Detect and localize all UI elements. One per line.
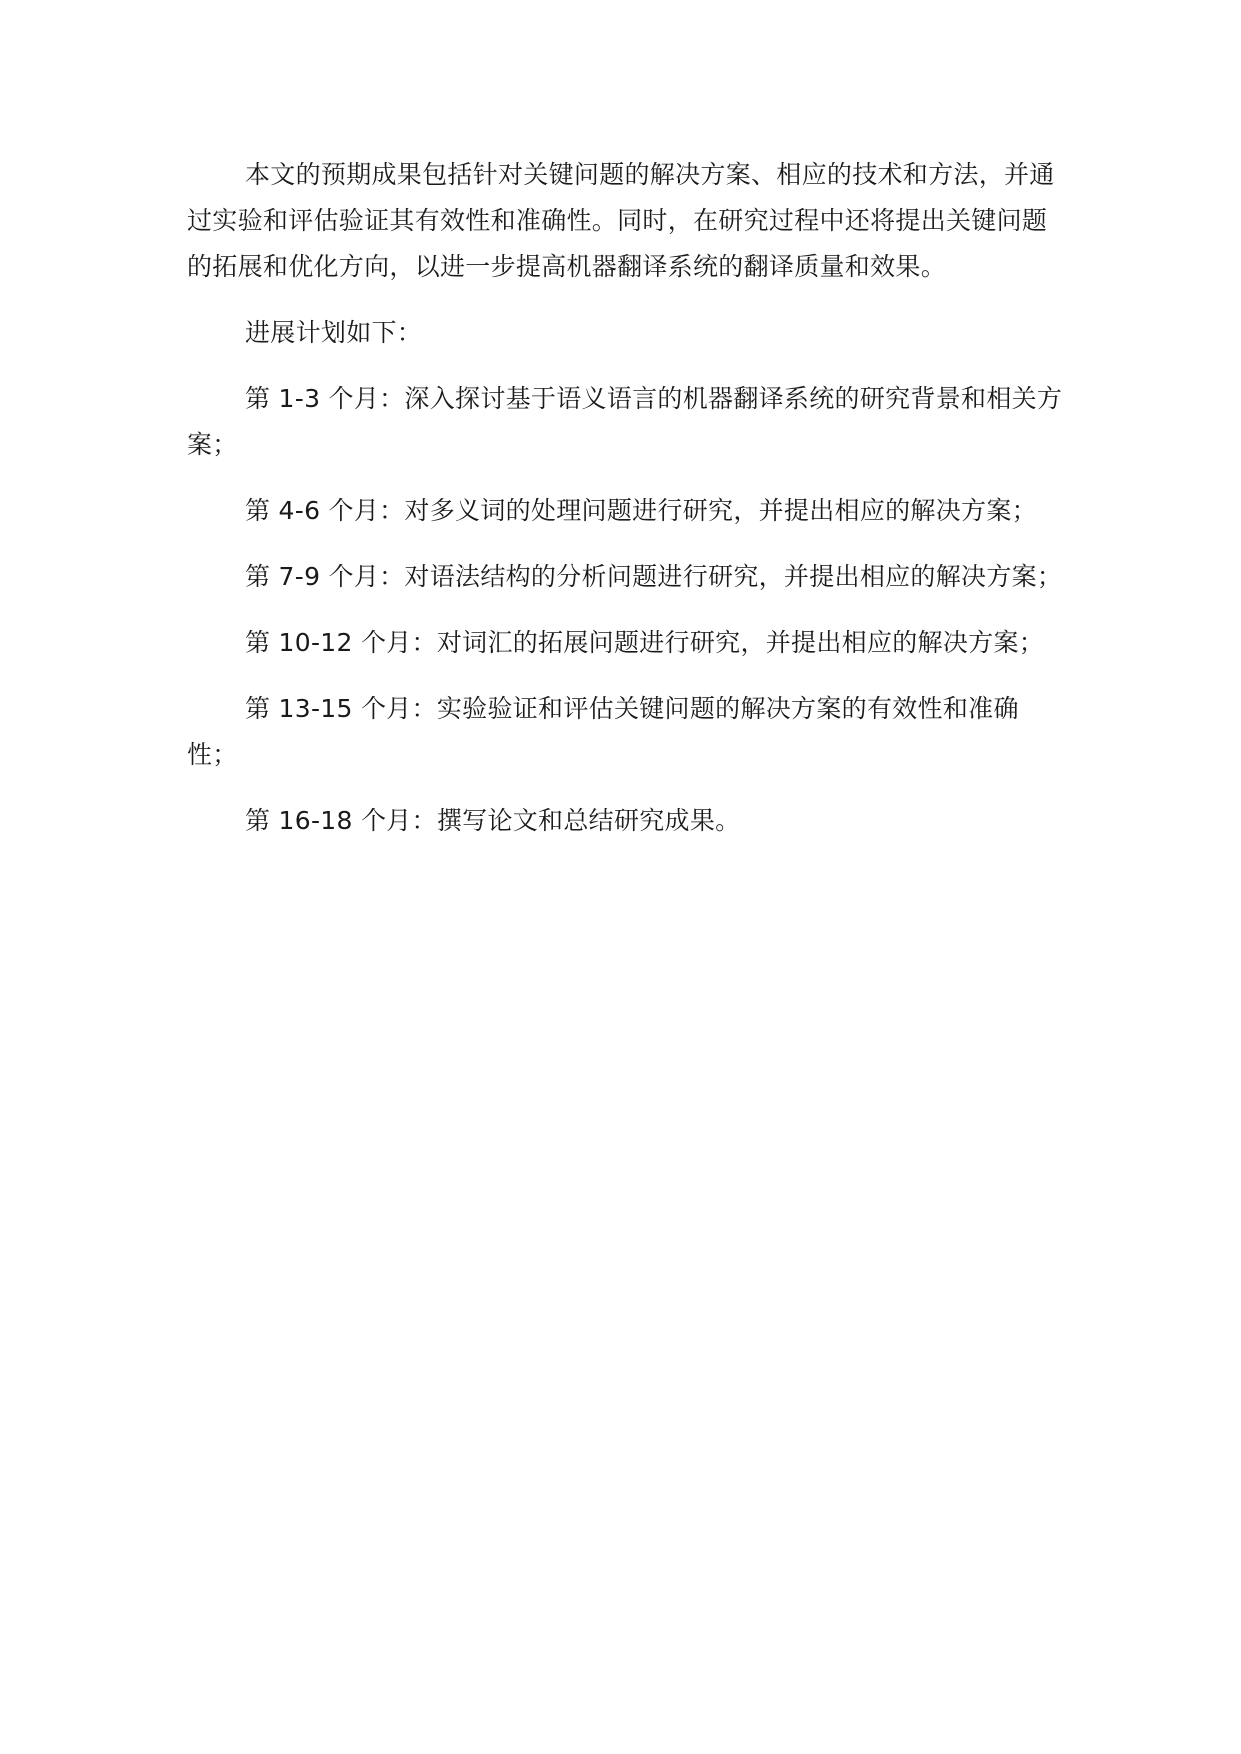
paragraph-plan-months-10-12: 第 10-12 个月：对词汇的拓展问题进行研究，并提出相应的解决方案；: [245, 628, 1045, 657]
paragraph-progress-plan-heading: 进展计划如下：: [245, 318, 423, 347]
paragraph-plan-months-16-18: 第 16-18 个月：撰写论文和总结研究成果。: [245, 806, 741, 835]
paragraph-expected-results: 本文的预期成果包括针对关键问题的解决方案、相应的技术和方法，并通过实验和评估验证其有效性和准确性。同时，在研究过程中还将提出关键问题的拓展和优化方向，以进一步提高机器翻译系统的翻译质量和效果。: [187, 160, 1055, 281]
paragraph-plan-months-13-15: 第 13-15 个月：实验验证和评估关键问题的解决方案的有效性和准确性；: [187, 694, 1019, 769]
paragraph-plan-months-4-6: 第 4-6 个月：对多义词的处理问题进行研究，并提出相应的解决方案；: [245, 496, 1037, 525]
paragraph-plan-months-7-9: 第 7-9 个月：对语法结构的分析问题进行研究，并提出相应的解决方案；: [245, 562, 1063, 591]
document-body: [187, 152, 1067, 864]
paragraph-plan-months-1-3: 第 1-3 个月：深入探讨基于语义语言的机器翻译系统的研究背景和相关方案；: [187, 384, 1063, 459]
